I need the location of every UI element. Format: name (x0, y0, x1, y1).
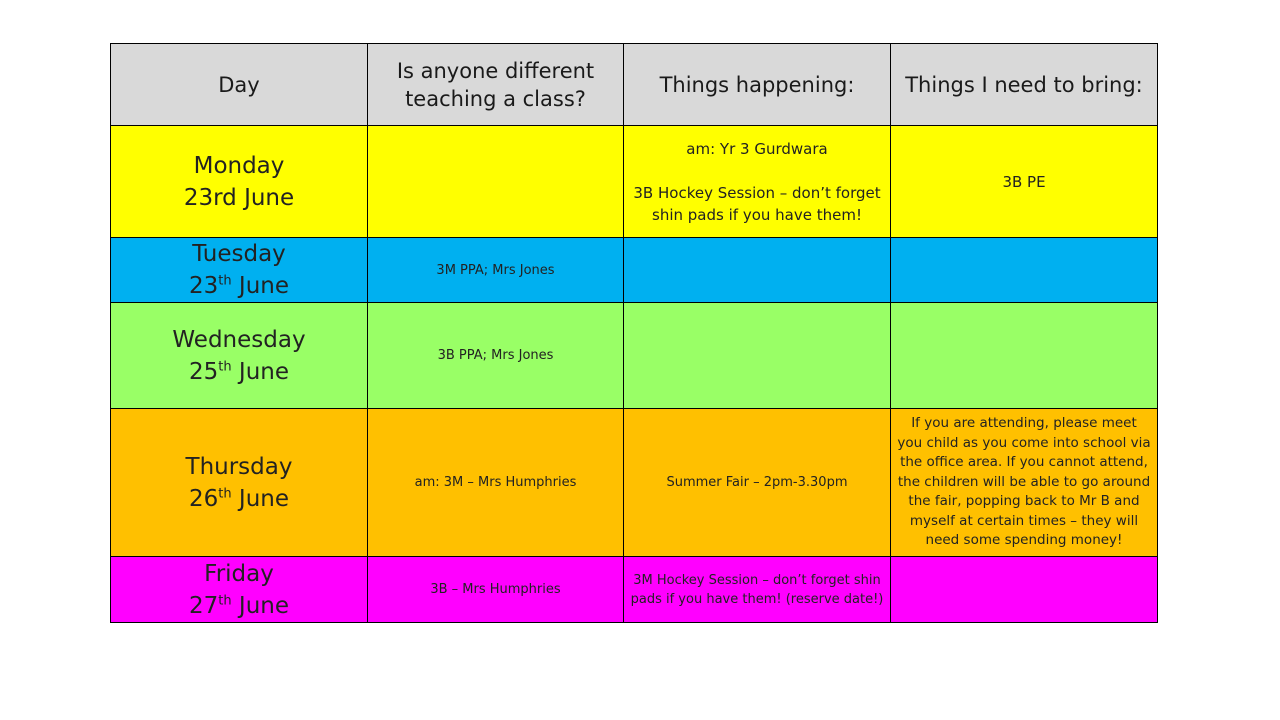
happening-cell-wednesday (624, 303, 891, 409)
teacher-cell-tuesday: 3M PPA; Mrs Jones (368, 238, 624, 303)
day-date-suffix: th (218, 592, 232, 608)
day-date-suffix: th (218, 358, 232, 374)
row-tuesday (111, 238, 1158, 303)
header-bring: Things I need to bring: (891, 44, 1158, 126)
happening-cell-friday: 3M Hockey Session – don’t forget shin pads if you have them! (reserve date!) (624, 557, 891, 623)
bring-cell-wednesday (891, 303, 1158, 409)
row-wednesday (111, 303, 1158, 409)
day-cell-friday (111, 557, 368, 623)
day-cell-thursday (111, 409, 368, 557)
day-cell-tuesday (111, 238, 368, 303)
row-thursday (111, 409, 1158, 557)
weekly-schedule-table (110, 43, 1158, 623)
teacher-cell-wednesday: 3B PPA; Mrs Jones (368, 303, 624, 409)
happening-cell-monday (624, 126, 891, 238)
row-friday (111, 557, 1158, 623)
bring-cell-tuesday (891, 238, 1158, 303)
day-date: 23 (188, 273, 219, 299)
day-month: June (244, 184, 295, 211)
teacher-cell-monday (368, 126, 624, 238)
header-teacher: Is anyone different teaching a class? (368, 44, 624, 126)
header-happening: Things happening: (624, 44, 891, 126)
day-month: June (238, 358, 290, 385)
bring-cell-thursday: If you are attending, please meet you child as you come into school via the office area. If you cannot attend, the children will be able to go around the fair, popping back to Mr B and myself at certain times – they will need some spending money! (891, 409, 1158, 557)
day-date: 27 (188, 592, 219, 619)
teacher-cell-friday: 3B – Mrs Humphries (368, 557, 624, 623)
day-month: June (238, 273, 290, 299)
day-date: 26 (188, 485, 219, 512)
day-date-suffix: th (218, 273, 232, 289)
header-row (111, 44, 1158, 126)
day-cell-monday (111, 126, 368, 238)
day-date: 23rd (183, 184, 237, 211)
day-name: Wednesday (172, 326, 306, 353)
day-name: Thursday (185, 453, 293, 480)
row-monday (111, 126, 1158, 238)
day-name: Monday (193, 152, 285, 179)
day-cell-wednesday (111, 303, 368, 409)
header-day: Day (111, 44, 368, 126)
day-date: 25 (188, 358, 219, 385)
bring-cell-monday: 3B PE (891, 126, 1158, 238)
happening-cell-thursday: Summer Fair – 2pm-3.30pm (624, 409, 891, 557)
happening-line: 3B Hockey Session – don’t forget shin pads if you have them! (633, 183, 881, 224)
day-name: Tuesday (192, 241, 286, 267)
day-name: Friday (204, 560, 274, 587)
bring-cell-friday (891, 557, 1158, 623)
day-month: June (238, 485, 290, 512)
happening-line: am: Yr 3 Gurdwara (686, 139, 828, 158)
happening-cell-tuesday (624, 238, 891, 303)
day-month: June (238, 592, 290, 619)
day-date-suffix: th (218, 485, 232, 501)
teacher-cell-thursday: am: 3M – Mrs Humphries (368, 409, 624, 557)
